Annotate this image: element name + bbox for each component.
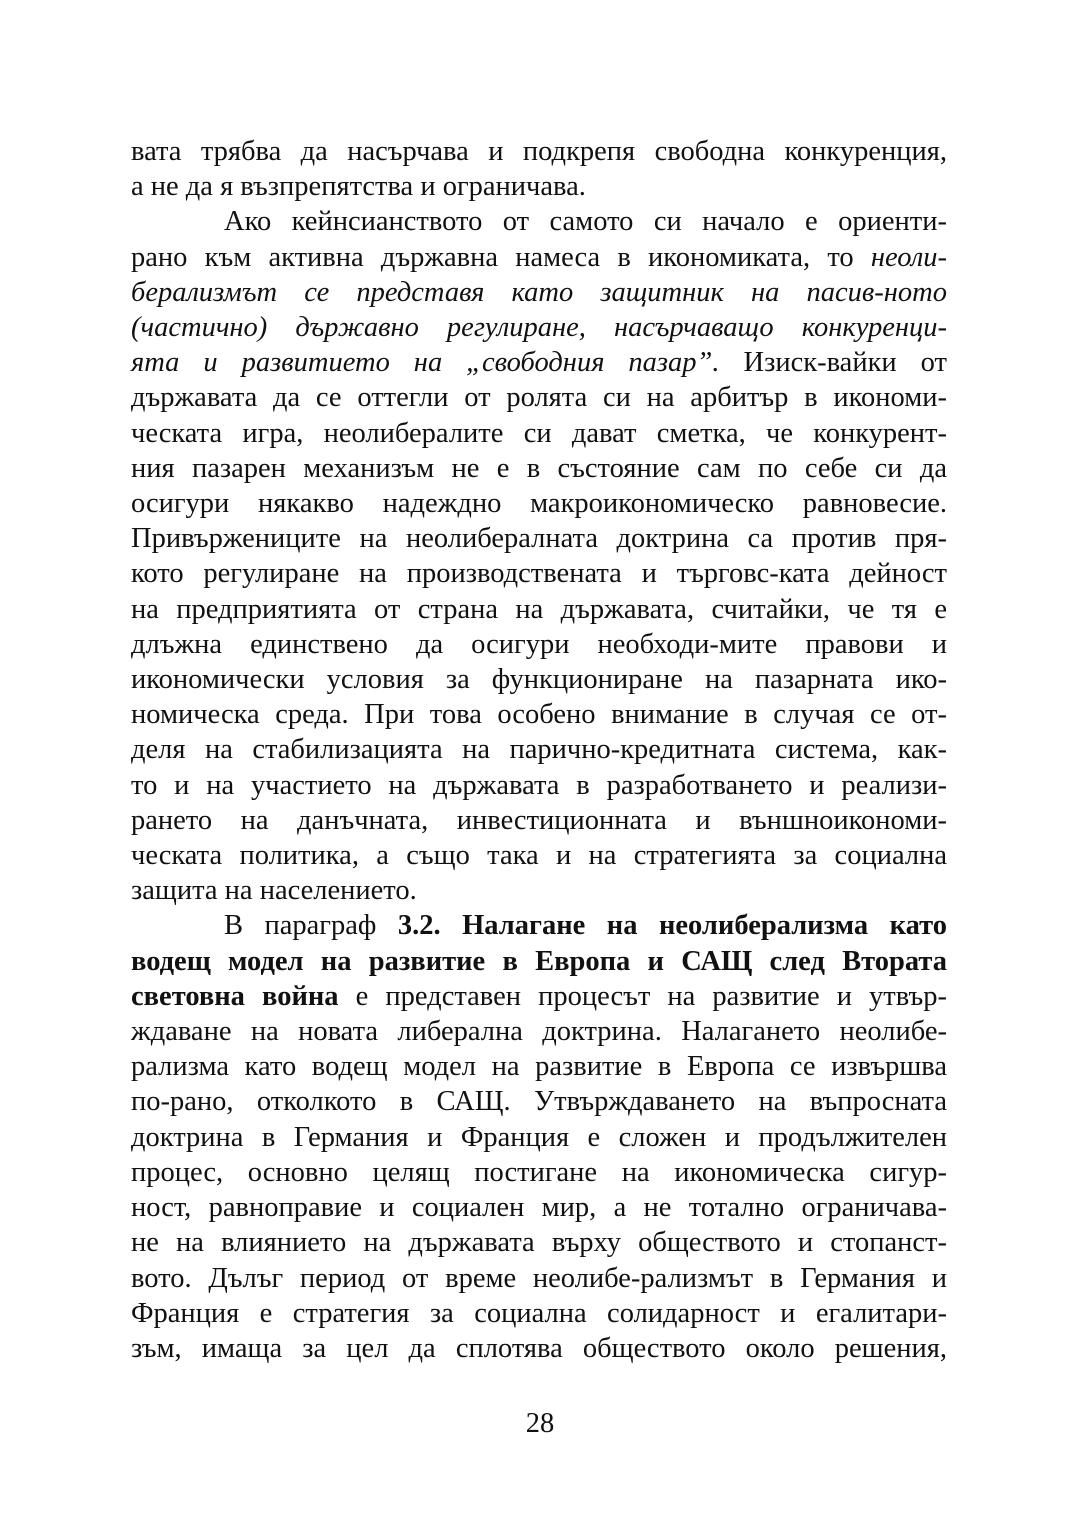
text-line: зъм, имаща за цел да сплотява обществото около решения, bbox=[131, 1332, 947, 1364]
text-run: е представен процесът на развитие и утвър- bbox=[338, 980, 947, 1012]
text-line: доктрина в Германия и Франция е сложен и продължителен bbox=[131, 1121, 947, 1153]
text-line: икономически условия за функциониране на пазарната ико- bbox=[131, 664, 947, 696]
text-line bbox=[131, 345, 947, 380]
bold-run: световна война bbox=[131, 980, 339, 1012]
text-line: номическа среда. При това особено внимание в случая се от- bbox=[131, 699, 947, 731]
bold-run: водещ модел на развитие в Европа и САЩ след Втората bbox=[131, 945, 947, 977]
text-line: то и на участието на държавата в разработването и реализи- bbox=[131, 769, 947, 801]
text-line: процес, основно целящ постигане на икономическа сигур- bbox=[131, 1156, 947, 1188]
text-line: Ако кейнсианството от самото си начало е ориенти- bbox=[224, 206, 947, 238]
text-line: ждаване на новата либерална доктрина. Налагането неолибе- bbox=[131, 1016, 947, 1048]
italic-run: берализмът се представя като защитник на пасив-ното bbox=[131, 276, 947, 308]
text-line: кото регулиране на производствената и търговс-ката дейност bbox=[131, 558, 947, 590]
text-run: Изиск-вайки от bbox=[719, 347, 947, 379]
text-line: ческата игра, неолибералите си дават сметка, че конкурент- bbox=[131, 417, 947, 449]
text-line: ния пазарен механизъм не е в състояние сам по себе си да bbox=[131, 452, 947, 484]
page-number: 28 bbox=[525, 1408, 555, 1439]
text-line: осигури някакво надеждно макроикономическо равновесие. bbox=[131, 488, 947, 520]
text-line: не на влиянието на държавата върху обществото и стопанст- bbox=[131, 1227, 947, 1259]
text-line: ческата политика, а също така и на стратегията за социална bbox=[131, 840, 947, 872]
text-line bbox=[131, 944, 947, 979]
text-line: рализма като водещ модел на развитие в Европа се извършва bbox=[131, 1051, 947, 1083]
text-line: рането на данъчната, инвестиционната и външноикономи- bbox=[131, 804, 947, 836]
text-line: ност, равноправие и социален мир, а не тотално ограничава- bbox=[131, 1192, 947, 1224]
italic-run: (частично) държавно регулиране, насърчаващо конкуренци- bbox=[131, 312, 947, 344]
text-run: В параграф bbox=[224, 910, 398, 942]
text-line bbox=[131, 310, 947, 345]
text-line: на предприятията от страна на държавата, считайки, че тя е bbox=[131, 593, 947, 625]
text-run: рано към активна държавна намеса в икономиката, то bbox=[131, 241, 871, 273]
text-line: защита на населението. bbox=[131, 875, 417, 907]
text-line bbox=[131, 275, 947, 310]
text-line: деля на стабилизацията на парично-кредитната система, как- bbox=[131, 734, 947, 766]
italic-run: неоли- bbox=[870, 241, 947, 273]
text-line bbox=[131, 908, 947, 943]
text-line: вата трябва да насърчава и подкрепя свободна конкуренция, bbox=[131, 136, 947, 167]
text-line: Привържениците на неолибералната доктрина са против пря- bbox=[131, 523, 947, 555]
text-line: Франция е стратегия за социална солидарност и егалитари- bbox=[131, 1297, 947, 1329]
body-text bbox=[131, 134, 947, 1366]
text-line: вото. Дълъг период от време неолибе-рализмът в Германия и bbox=[131, 1262, 947, 1294]
text-line bbox=[131, 979, 947, 1014]
bold-run: 3.2. Налагане на неолиберализма като bbox=[397, 910, 947, 942]
text-line: държавата да се оттегли от ролята си на арбитър в икономи- bbox=[131, 382, 947, 414]
italic-run: ята и развитието на „свободния пазар”. bbox=[131, 347, 720, 379]
text-line: а не да я възпрепятства и ограничава. bbox=[131, 171, 586, 203]
text-line: длъжна единствено да осигури необходи-мите правови и bbox=[131, 628, 947, 660]
text-line bbox=[131, 240, 947, 275]
text-line: по-рано, отколкото в САЩ. Утвърждаването на въпросната bbox=[131, 1086, 947, 1118]
